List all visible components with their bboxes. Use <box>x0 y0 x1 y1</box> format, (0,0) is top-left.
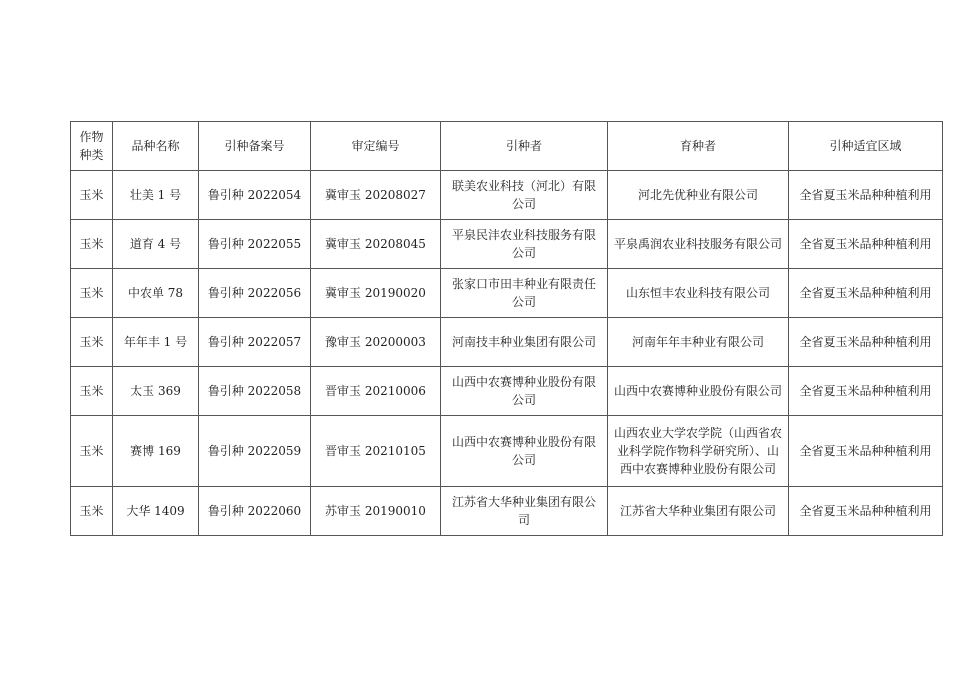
table-header <box>71 122 943 171</box>
cell-crop: 玉米 <box>71 416 113 487</box>
cell-breeder: 山西中农赛博种业股份有限公司 <box>608 367 789 416</box>
header-variety-name: 品种名称 <box>113 122 199 171</box>
header-suitable-region: 引种适宜区域 <box>789 122 943 171</box>
cell-approval-no: 冀审玉 20208045 <box>311 220 441 269</box>
cell-region: 全省夏玉米品种种植利用 <box>789 220 943 269</box>
cell-breeder: 平泉禹润农业科技服务有限公司 <box>608 220 789 269</box>
cell-breeder: 山东恒丰农业科技有限公司 <box>608 269 789 318</box>
header-approval-number: 审定编号 <box>311 122 441 171</box>
cell-breeder: 江苏省大华种业集团有限公司 <box>608 487 789 536</box>
cell-crop: 玉米 <box>71 318 113 367</box>
cell-breeder: 山西农业大学农学院（山西省农业科学院作物科学研究所）、山西中农赛博种业股份有限公司 <box>608 416 789 487</box>
cell-introducer: 河南技丰种业集团有限公司 <box>441 318 608 367</box>
table-row <box>71 269 943 318</box>
cell-approval-no: 苏审玉 20190010 <box>311 487 441 536</box>
table-body <box>71 171 943 536</box>
cell-approval-no: 冀审玉 20208027 <box>311 171 441 220</box>
cell-region: 全省夏玉米品种种植利用 <box>789 269 943 318</box>
cell-variety: 中农单 78 <box>113 269 199 318</box>
cell-filing-no: 鲁引种 2022056 <box>199 269 311 318</box>
cell-filing-no: 鲁引种 2022055 <box>199 220 311 269</box>
table-row <box>71 220 943 269</box>
table-row <box>71 171 943 220</box>
cell-region: 全省夏玉米品种种植利用 <box>789 367 943 416</box>
cell-region: 全省夏玉米品种种植利用 <box>789 416 943 487</box>
cell-crop: 玉米 <box>71 220 113 269</box>
cell-region: 全省夏玉米品种种植利用 <box>789 318 943 367</box>
cell-crop: 玉米 <box>71 367 113 416</box>
cell-introducer: 平泉民沣农业科技服务有限公司 <box>441 220 608 269</box>
table-row <box>71 487 943 536</box>
cell-region: 全省夏玉米品种种植利用 <box>789 487 943 536</box>
table-row <box>71 318 943 367</box>
cell-filing-no: 鲁引种 2022054 <box>199 171 311 220</box>
cell-introducer: 山西中农赛博种业股份有限公司 <box>441 416 608 487</box>
cell-variety: 赛博 169 <box>113 416 199 487</box>
cell-filing-no: 鲁引种 2022057 <box>199 318 311 367</box>
table-row <box>71 367 943 416</box>
cell-introducer: 联美农业科技（河北）有限公司 <box>441 171 608 220</box>
cell-variety: 年年丰 1 号 <box>113 318 199 367</box>
cell-variety: 大华 1409 <box>113 487 199 536</box>
cell-filing-no: 鲁引种 2022058 <box>199 367 311 416</box>
cell-approval-no: 豫审玉 20200003 <box>311 318 441 367</box>
cell-introducer: 张家口市田丰种业有限责任公司 <box>441 269 608 318</box>
cell-breeder: 河北先优种业有限公司 <box>608 171 789 220</box>
header-breeder: 育种者 <box>608 122 789 171</box>
variety-filing-table <box>70 121 943 536</box>
table-row <box>71 416 943 487</box>
cell-crop: 玉米 <box>71 487 113 536</box>
cell-variety: 太玉 369 <box>113 367 199 416</box>
header-introducer: 引种者 <box>441 122 608 171</box>
header-crop-type: 作物种类 <box>71 122 113 171</box>
cell-variety: 道育 4 号 <box>113 220 199 269</box>
cell-crop: 玉米 <box>71 269 113 318</box>
cell-approval-no: 晋审玉 20210006 <box>311 367 441 416</box>
cell-approval-no: 冀审玉 20190020 <box>311 269 441 318</box>
cell-approval-no: 晋审玉 20210105 <box>311 416 441 487</box>
header-filing-number: 引种备案号 <box>199 122 311 171</box>
header-row <box>71 122 943 171</box>
cell-breeder: 河南年年丰种业有限公司 <box>608 318 789 367</box>
cell-introducer: 江苏省大华种业集团有限公司 <box>441 487 608 536</box>
cell-filing-no: 鲁引种 2022060 <box>199 487 311 536</box>
cell-region: 全省夏玉米品种种植利用 <box>789 171 943 220</box>
cell-filing-no: 鲁引种 2022059 <box>199 416 311 487</box>
cell-variety: 壮美 1 号 <box>113 171 199 220</box>
cell-crop: 玉米 <box>71 171 113 220</box>
cell-introducer: 山西中农赛博种业股份有限公司 <box>441 367 608 416</box>
